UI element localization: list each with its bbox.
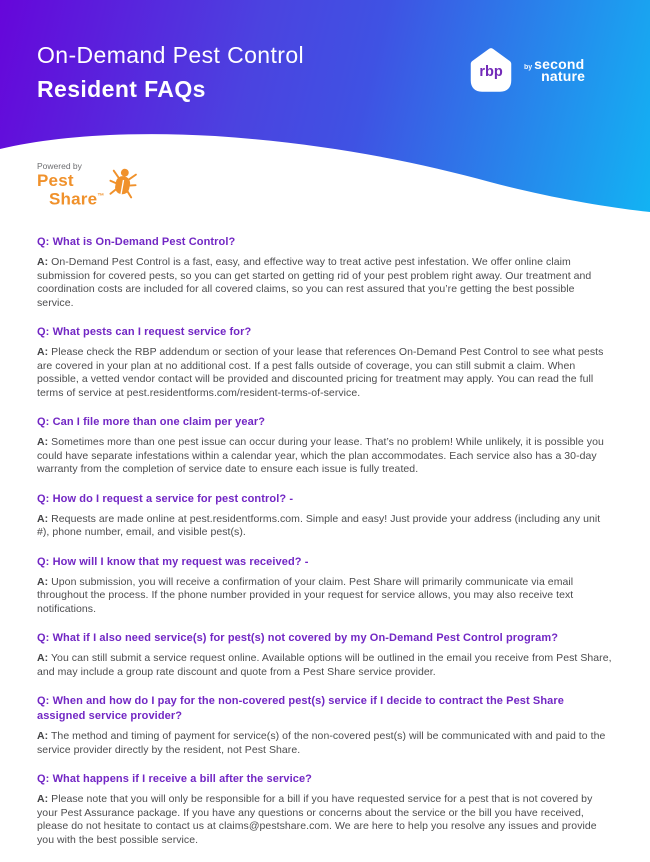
- faq-question: Q: How do I request a service for pest control? -: [37, 492, 294, 505]
- answer-text: Requests are made online at pest.residentforms.com. Simple and easy! Just provide your address (including any unit #), phone number, email, and visible pest(s).: [37, 512, 601, 538]
- faq-question: Q: What pests can I request service for?: [37, 326, 252, 338]
- faq-answer: [37, 793, 613, 847]
- faq-answer: [37, 346, 613, 400]
- answer-text: Please note that you will only be responsible for a bill if you have requested service for a pest that is not covered by your Pest Assurance package. If you have any questions or concerns about the service or the bill you have received, please do not hesitate to contact us at claims@pestshare.com. We are here to help you resolve any issues and provide you with the best possible service.: [37, 793, 597, 846]
- faq-item: [37, 325, 613, 400]
- answer-text: You can still submit a service request online. Available options will be outlined in the email you receive from Pest Share, and may include a group rate discount and quote from a Pest Share service provider.: [37, 652, 612, 678]
- second-nature-wordmark: [524, 58, 585, 82]
- answer-text: On-Demand Pest Control is a fast, easy, and effective way to treat active pest infestation. We offer online claim submission for covered pests, so you can get started on getting rid of your pest problem right away. Our treatment and coordination costs are included for all covered claims, so you can rest assured that you’re getting the best possible service.: [37, 256, 592, 309]
- faq-item: [37, 631, 613, 679]
- faq-answer: [37, 513, 613, 540]
- rbp-house-icon: [466, 44, 516, 96]
- faq-item: [37, 492, 613, 540]
- faq-answer: [37, 436, 613, 477]
- answer-text: Upon submission, you will receive a confirmation of your claim. Pest Share will primarily communicate via email throughout the process. If the phone number provided in your request for service allows, you may also receive text notifications.: [37, 575, 574, 615]
- page-subtitle: Resident FAQs: [37, 76, 206, 102]
- share-label: Share: [49, 189, 98, 209]
- answer-text: Please check the RBP addendum or section of your lease that references On-Demand Pest Control to see what pests are covered in your plan at no additional cost. If a pest falls outside of coverage, you can still submit a claim. When possible, a vetted vendor contact will be provided and discounted pricing for treatment may apply. You can read the full terms of service at pest.residentforms.com/resident-terms-of-service.: [37, 346, 604, 399]
- faq-answer: [37, 652, 613, 679]
- pest-share-wordmark-line1: Pest: [37, 171, 74, 190]
- powered-by-label: Powered by: [37, 161, 82, 171]
- faq-list: [0, 226, 650, 862]
- answer-prefix: A:: [37, 436, 49, 448]
- faq-item: [37, 772, 613, 847]
- rbp-badge-label: rbp: [479, 64, 503, 80]
- faq-question: Q: How will I know that my request was received? -: [37, 555, 309, 568]
- answer-prefix: A:: [37, 730, 49, 742]
- answer-prefix: A:: [37, 575, 49, 588]
- rbp-second-nature-logo: [466, 44, 585, 96]
- second-nature-line2: nature: [541, 68, 586, 84]
- beetle-icon: [106, 163, 142, 204]
- faq-item: [37, 235, 613, 310]
- answer-prefix: A:: [37, 256, 49, 268]
- page-title: On-Demand Pest Control: [37, 42, 305, 68]
- faq-question: Q: What happens if I receive a bill after the service?: [37, 773, 312, 785]
- answer-text: Sometimes more than one pest issue can occur during your lease. That’s no problem! While unlikely, it is possible you could have separate infestations within a calendar year, which the plan accommodates. Each service also has a 30-day warranty from the completion of service date to ensure each issue is fully treated.: [37, 436, 604, 475]
- faq-item: [37, 694, 613, 757]
- answer-prefix: A:: [37, 652, 49, 664]
- answer-text: The method and timing of payment for service(s) of the non-covered pest(s) will be communicated with and paid to the service provider directly by the resident, not Pest Share.: [37, 730, 606, 756]
- faq-answer: [37, 256, 613, 310]
- answer-prefix: A:: [37, 793, 49, 805]
- pest-share-logo: [37, 161, 138, 208]
- faq-question: Q: When and how do I pay for the non-covered pest(s) service if I decide to contract the Pest Share assigned service provider?: [37, 695, 564, 722]
- faq-question: Q: What if I also need service(s) for pest(s) not covered by my On-Demand Pest Control program?: [37, 632, 559, 644]
- faq-question: Q: What is On-Demand Pest Control?: [37, 236, 236, 248]
- faq-item: [37, 415, 613, 477]
- pest-share-wordmark-line2: [49, 189, 104, 208]
- faq-question: Q: Can I file more than one claim per year?: [37, 416, 266, 428]
- trademark-symbol: ™: [97, 193, 105, 200]
- answer-prefix: A:: [37, 346, 49, 358]
- second-nature-line1: second: [534, 56, 585, 72]
- faq-item: [37, 555, 613, 617]
- answer-prefix: A:: [37, 512, 49, 525]
- faq-answer: [37, 730, 613, 757]
- by-label: by: [524, 64, 533, 71]
- faq-answer: [37, 576, 613, 617]
